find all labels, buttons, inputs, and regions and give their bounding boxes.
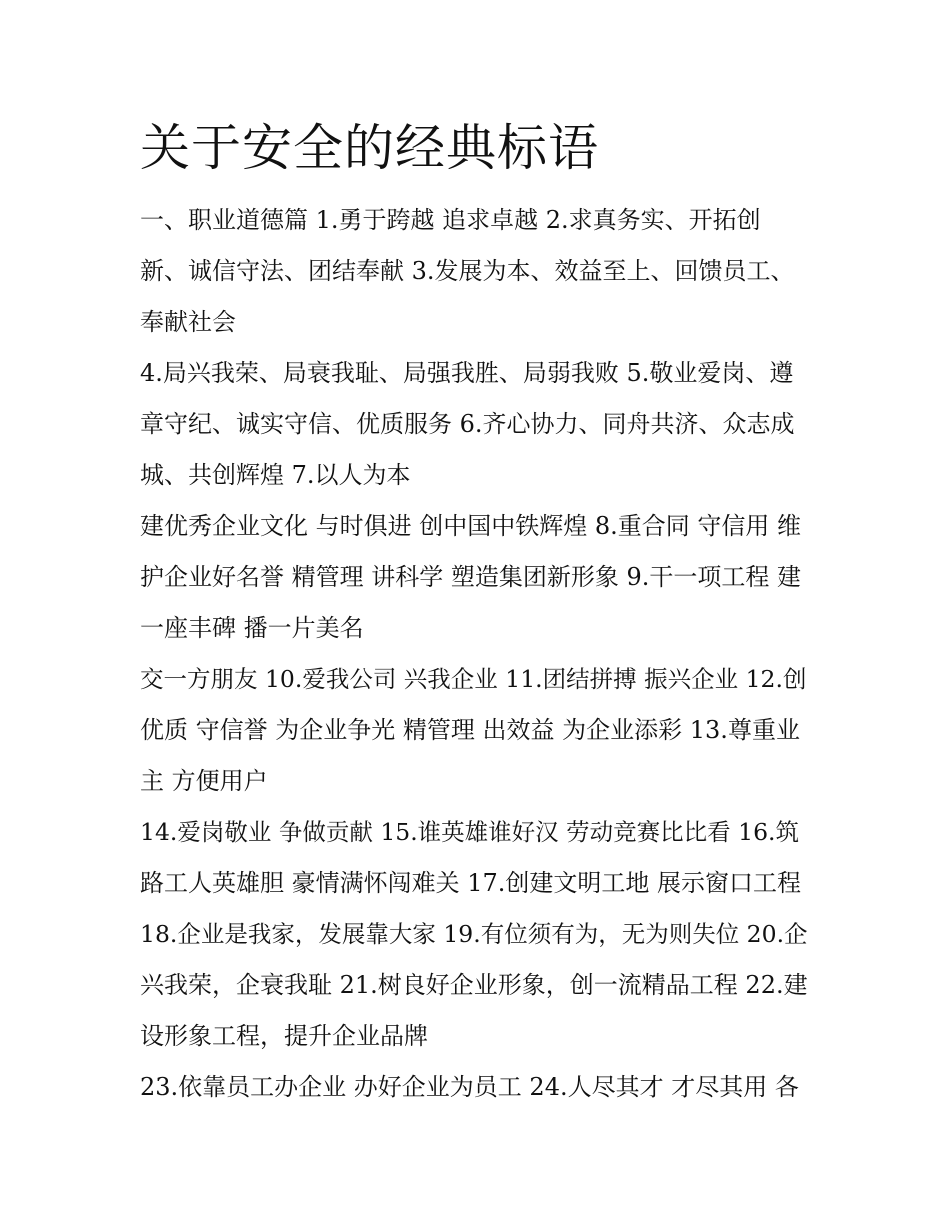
text-line-10: 交一方朋友 10.爱我公司 兴我企业 11.团结拼搏 振兴企业 12.创 xyxy=(140,665,807,693)
text-line-4: 4.局兴我荣、局衰我耻、局强我胜、局弱我败 5.敬业爱岗、遵 xyxy=(140,359,794,387)
text-line-6: 城、共创辉煌 7.以人为本 xyxy=(140,461,411,489)
document-title: 关于安全的经典标语 xyxy=(140,119,599,177)
text-line-3: 奉献社会 xyxy=(140,308,236,336)
text-line-11: 优质 守信誉 为企业争光 精管理 出效益 为企业添彩 13.尊重业 xyxy=(140,716,800,744)
text-line-14: 路工人英雄胆 豪情满怀闯难关 17.创建文明工地 展示窗口工程 xyxy=(140,869,802,897)
text-line-12: 主 方便用户 xyxy=(140,767,268,795)
text-line-7: 建优秀企业文化 与时俱进 创中国中铁辉煌 8.重合同 守信用 维 xyxy=(140,512,802,540)
text-line-8: 护企业好名誉 精管理 讲科学 塑造集团新形象 9.干一项工程 建 xyxy=(140,563,802,591)
text-line-16: 兴我荣，企衰我耻 21.树良好企业形象，创一流精品工程 22.建 xyxy=(140,971,808,999)
text-line-17: 设形象工程，提升企业品牌 xyxy=(140,1022,428,1050)
text-line-15: 18.企业是我家，发展靠大家 19.有位须有为，无为则失位 20.企 xyxy=(140,920,808,948)
text-line-9: 一座丰碑 播一片美名 xyxy=(140,614,364,642)
text-line-2: 新、诚信守法、团结奉献 3.发展为本、效益至上、回馈员工、 xyxy=(140,257,795,285)
text-line-13: 14.爱岗敬业 争做贡献 15.谁英雄谁好汉 劳动竞赛比比看 16.筑 xyxy=(140,818,799,846)
text-line-1: 一、职业道德篇 1.勇于跨越 追求卓越 2.求真务实、开拓创 xyxy=(140,206,761,234)
text-line-5: 章守纪、诚实守信、优质服务 6.齐心协力、同舟共济、众志成 xyxy=(140,410,795,438)
text-line-18: 23.依靠员工办企业 办好企业为员工 24.人尽其才 才尽其用 各 xyxy=(140,1073,799,1101)
